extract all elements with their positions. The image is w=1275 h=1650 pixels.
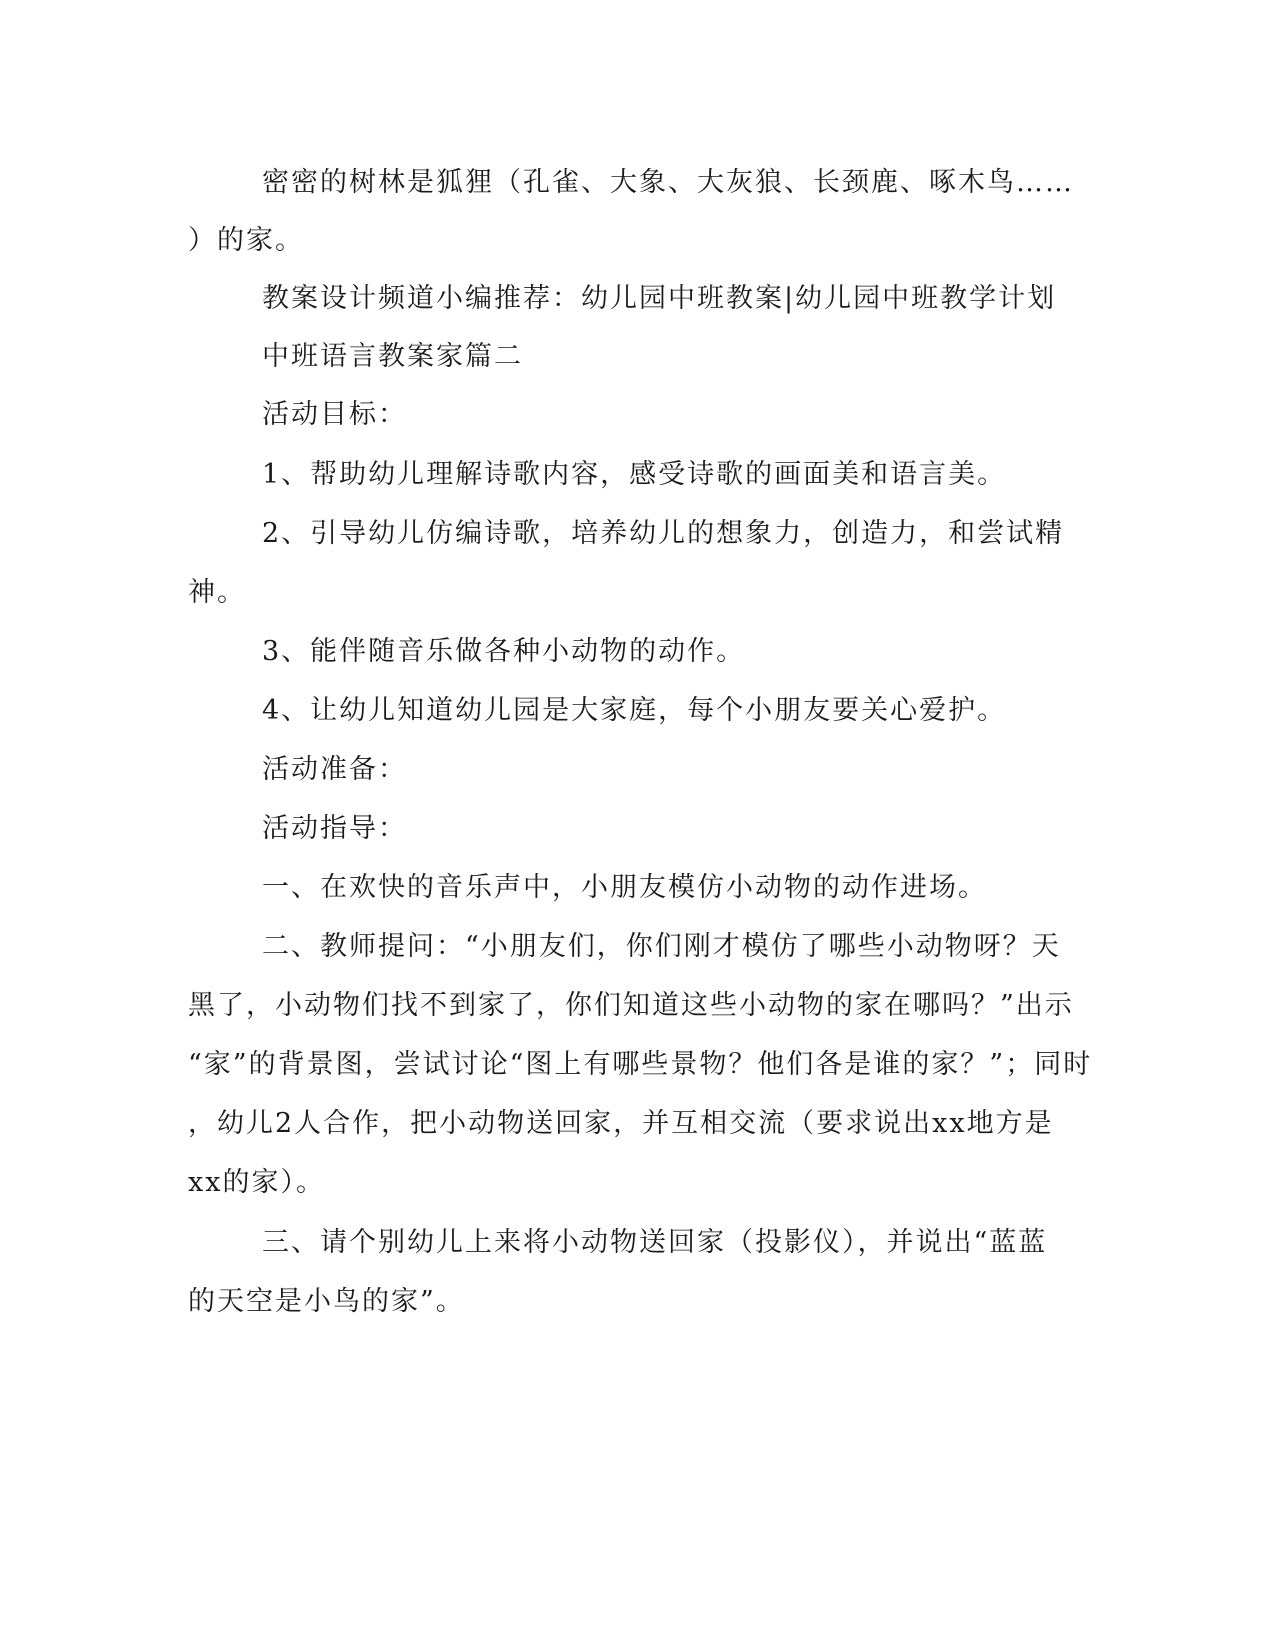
heading-activity-guidance: 活动指导： [262, 813, 407, 844]
step-paragraph-continued: “家”的背景图，尝试讨论“图上有哪些景物？他们各是谁的家？”；同时 [188, 1049, 1093, 1080]
paragraph-line: 密密的树林是狐狸（孔雀、大象、大灰狼、长颈鹿、啄木鸟…… [262, 167, 1074, 198]
recommendation-line: 教案设计频道小编推荐：幼儿园中班教案|幼儿园中班教学计划 [262, 283, 1057, 314]
step-paragraph: 三、请个别幼儿上来将小动物送回家（投影仪），并说出“蓝蓝 [262, 1227, 1048, 1258]
step-paragraph-continued: 的天空是小鸟的家”。 [188, 1286, 465, 1317]
step-paragraph: 二、教师提问：“小朋友们，你们刚才模仿了哪些小动物呀？天 [262, 931, 1061, 962]
step-paragraph-continued: xx的家）。 [188, 1167, 325, 1198]
goal-item: 3、能伴随音乐做各种小动物的动作。 [262, 636, 746, 667]
paragraph-line: ）的家。 [188, 225, 304, 256]
heading-activity-preparation: 活动准备： [262, 754, 407, 785]
goal-item: 4、让幼儿知道幼儿园是大家庭，每个小朋友要关心爱护。 [262, 695, 1007, 726]
section-title: 中班语言教案家篇二 [262, 341, 523, 372]
goal-item: 2、引导幼儿仿编诗歌，培养幼儿的想象力，创造力，和尝试精 [262, 518, 1065, 549]
goal-item-continued: 神。 [188, 577, 246, 608]
heading-activity-goals: 活动目标： [262, 399, 407, 430]
step-paragraph-continued: ，幼儿2人合作，把小动物送回家，并互相交流（要求说出xx地方是 [188, 1108, 1054, 1139]
goal-item: 1、帮助幼儿理解诗歌内容，感受诗歌的画面美和语言美。 [262, 459, 1007, 490]
step-paragraph-continued: 黑了，小动物们找不到家了，你们知道这些小动物的家在哪吗？”出示 [188, 990, 1074, 1021]
step-paragraph: 一、在欢快的音乐声中，小朋友模仿小动物的动作进场。 [262, 872, 987, 903]
